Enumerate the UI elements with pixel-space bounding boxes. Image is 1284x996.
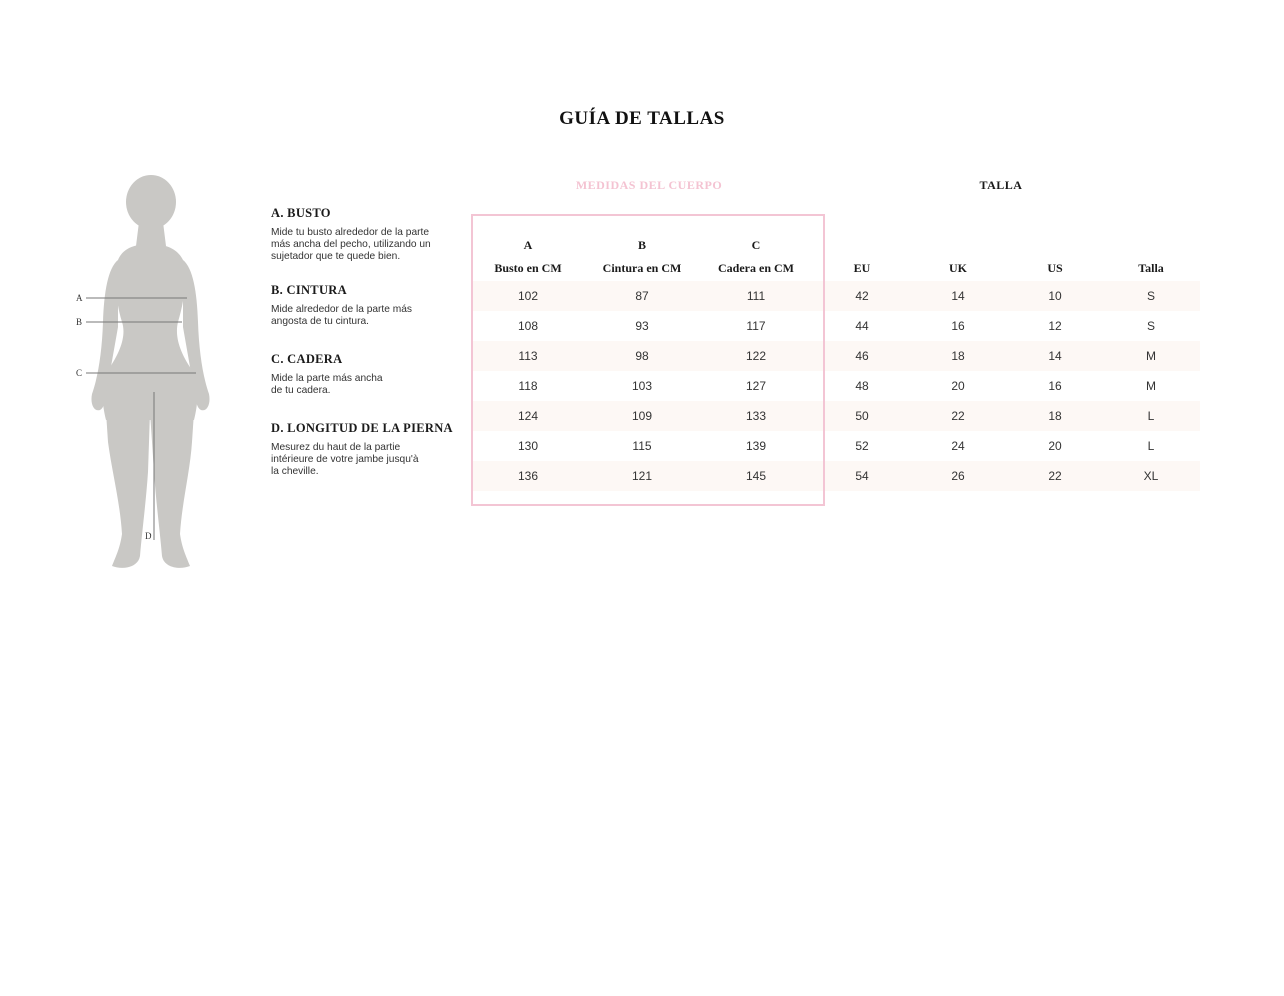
body-silhouette-figure xyxy=(70,172,230,572)
cell-busto: 130 xyxy=(517,439,539,453)
cell-us: 22 xyxy=(1048,469,1062,483)
cell-busto: 136 xyxy=(517,469,539,483)
measurement-cintura xyxy=(271,283,471,328)
cell-cadera: 133 xyxy=(745,409,767,423)
cell-eu: 42 xyxy=(855,289,869,303)
cell-us: 18 xyxy=(1048,409,1062,423)
cell-cintura: 115 xyxy=(632,439,652,453)
cell-busto: 118 xyxy=(518,379,538,393)
measurement-busto xyxy=(271,206,471,263)
cell-busto: 113 xyxy=(518,349,538,363)
cell-cintura: 93 xyxy=(635,319,649,333)
cell-eu: 48 xyxy=(855,379,869,393)
cell-cadera: 145 xyxy=(745,469,767,483)
col-eu: EU xyxy=(853,261,871,275)
col-uk: UK xyxy=(949,261,967,275)
cell-talla: M xyxy=(1146,379,1156,393)
cell-eu: 52 xyxy=(855,439,869,453)
marker-b: B xyxy=(76,317,83,327)
cell-talla: L xyxy=(1147,439,1155,453)
cell-cadera: 122 xyxy=(745,349,767,363)
cell-cintura: 109 xyxy=(631,409,653,423)
cell-uk: 26 xyxy=(951,469,965,483)
marker-c: C xyxy=(76,368,83,378)
cell-talla: L xyxy=(1147,409,1155,423)
col-c-label: Cadera en CM xyxy=(718,261,794,275)
cell-us: 10 xyxy=(1048,289,1062,303)
cell-eu: 54 xyxy=(855,469,869,483)
cell-cintura: 103 xyxy=(631,379,653,393)
cell-cadera: 127 xyxy=(745,379,767,393)
body-silhouette xyxy=(91,175,209,568)
group-label-size: TALLA xyxy=(979,178,1023,192)
cell-cadera: 117 xyxy=(746,319,766,333)
cell-busto: 102 xyxy=(517,289,539,303)
cell-cintura: 98 xyxy=(635,349,649,363)
col-a-label: Busto en CM xyxy=(494,261,562,275)
cell-us: 20 xyxy=(1048,439,1062,453)
col-us: US xyxy=(1047,261,1063,275)
marker-a: A xyxy=(76,293,83,303)
measurement-text: Mide alrededor de la parte más angosta de tu cintura. xyxy=(271,304,413,327)
cell-busto: 108 xyxy=(517,319,539,333)
measurement-heading: C. CADERA xyxy=(271,352,343,366)
col-talla: Talla xyxy=(1138,261,1164,275)
cell-talla: S xyxy=(1146,319,1155,333)
cell-talla: S xyxy=(1146,289,1155,303)
col-b-label: Cintura en CM xyxy=(602,261,682,275)
cell-us: 14 xyxy=(1048,349,1062,363)
cell-cintura: 87 xyxy=(635,289,649,303)
cell-uk: 20 xyxy=(951,379,965,393)
cell-eu: 44 xyxy=(855,319,869,333)
cell-cadera: 111 xyxy=(746,289,766,303)
measurement-heading: D. LONGITUD DE LA PIERNA xyxy=(271,421,453,435)
measurement-text: Mide la parte más ancha de tu cadera. xyxy=(271,373,383,396)
col-c-letter: C xyxy=(751,238,761,252)
cell-eu: 50 xyxy=(855,409,869,423)
col-b-letter: B xyxy=(637,238,646,252)
cell-talla: M xyxy=(1146,349,1156,363)
page-title: GUÍA DE TALLAS xyxy=(559,108,725,129)
cell-uk: 14 xyxy=(951,289,965,303)
cell-uk: 18 xyxy=(951,349,965,363)
body-measurements-highlight xyxy=(471,214,825,506)
measurement-heading: A. BUSTO xyxy=(271,206,331,220)
measurement-cadera xyxy=(271,352,471,397)
cell-eu: 46 xyxy=(855,349,869,363)
cell-us: 16 xyxy=(1048,379,1062,393)
measurement-heading: B. CINTURA xyxy=(271,283,347,297)
measurement-pierna xyxy=(271,421,471,478)
marker-d: D xyxy=(145,531,152,541)
cell-busto: 124 xyxy=(517,409,539,423)
cell-cintura: 121 xyxy=(631,469,653,483)
cell-uk: 16 xyxy=(951,319,965,333)
measurement-text: Mesurez du haut de la partie intérieure de votre jambe jusqu'à la cheville. xyxy=(271,442,419,477)
cell-cadera: 139 xyxy=(745,439,767,453)
cell-uk: 22 xyxy=(951,409,965,423)
measurement-text: Mide tu busto alrededor de la parte más ancha del pecho, utilizando un sujetador que te quede bien. xyxy=(271,227,431,262)
col-a-letter: A xyxy=(523,238,533,252)
group-label-body-measurements: MEDIDAS DEL CUERPO xyxy=(575,178,723,192)
cell-talla: XL xyxy=(1143,469,1159,483)
cell-us: 12 xyxy=(1048,319,1062,333)
cell-uk: 24 xyxy=(951,439,965,453)
